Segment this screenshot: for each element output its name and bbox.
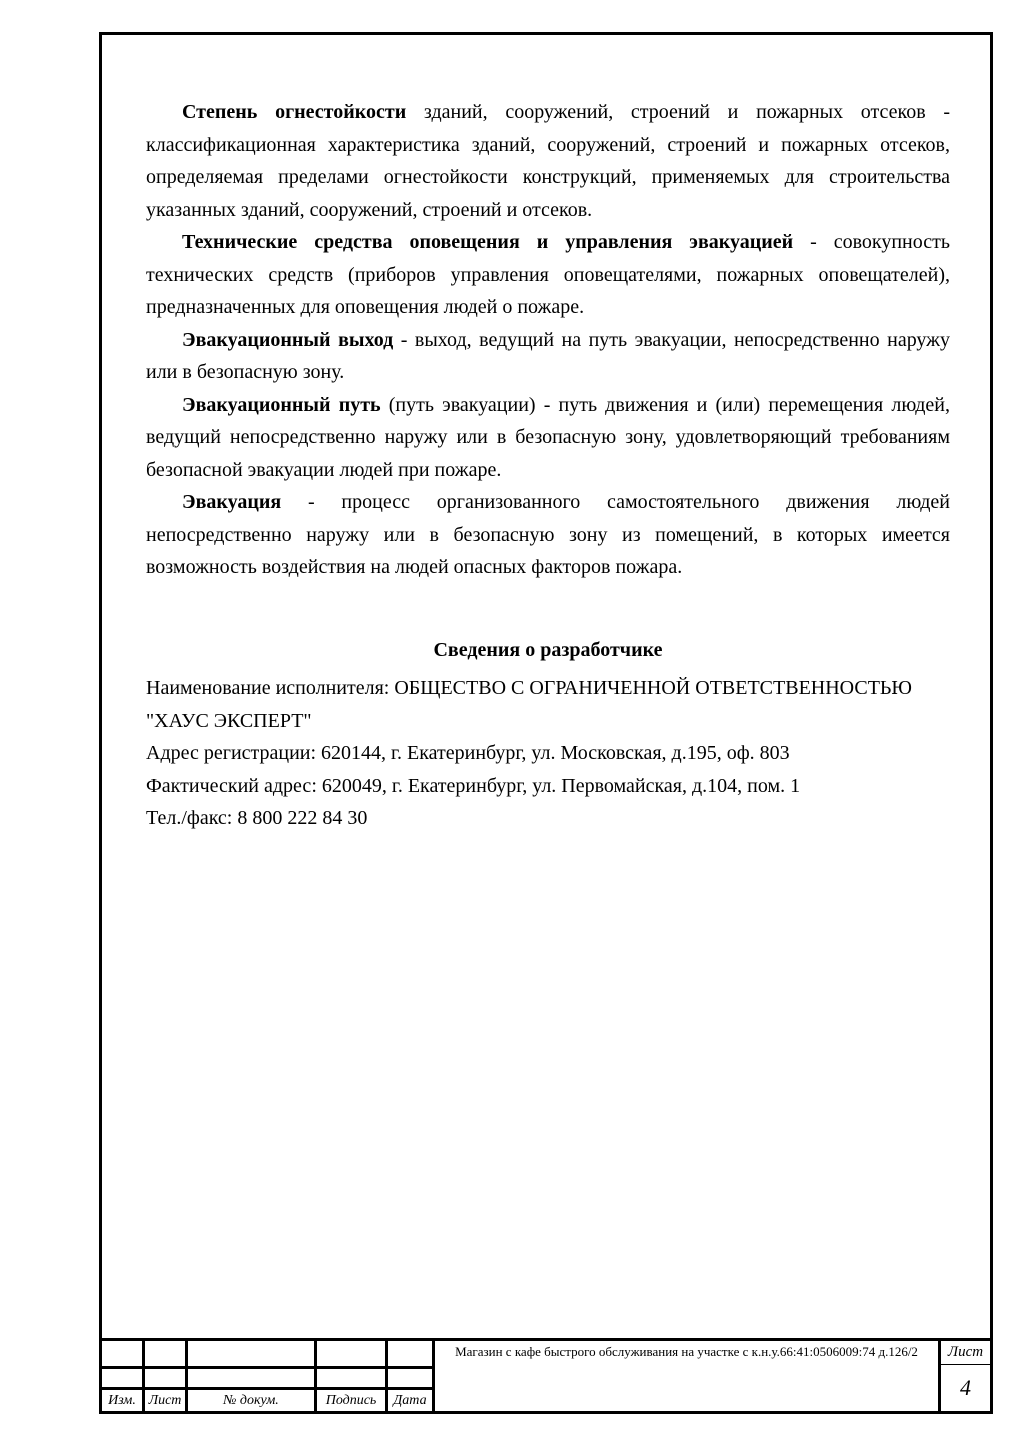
developer-info-line: Фактический адрес: 620049, г. Екатеринбург, ул. Первомайская, д.104, пом. 1	[146, 774, 801, 797]
section-heading: Сведения о разработчике	[433, 638, 663, 661]
stamp-row-labels	[102, 1390, 435, 1411]
stamp-cell	[145, 1341, 188, 1369]
stamp-cell	[102, 1341, 145, 1369]
term-evacuation-exit: Эвакуационный выход	[182, 328, 394, 351]
stamp-label-podpis: Подпись	[317, 1390, 388, 1411]
term-warning-means: Технические средства оповещения и управления эвакуацией	[182, 231, 794, 253]
stamp-cell	[188, 1341, 317, 1369]
stamp-cell	[388, 1341, 435, 1369]
developer-info-line: Наименование исполнителя: ОБЩЕСТВО С ОГРАНИЧЕННОЙ ОТВЕТСТВЕННОСТЬЮ "ХАУС ЭКСПЕРТ"	[146, 677, 912, 732]
page-border-frame	[99, 32, 993, 1414]
developer-info-line: Адрес регистрации: 620144, г. Екатеринбург, ул. Московская, д.195, оф. 803	[146, 742, 790, 764]
sheet-cell	[941, 1341, 990, 1411]
sheet-label: Лист	[941, 1341, 990, 1365]
definition-paragraph	[146, 324, 950, 389]
stamp-row-empty	[102, 1369, 435, 1390]
title-block-revision-grid	[102, 1341, 435, 1411]
doc-title: Магазин с кафе быстрого обслуживания на участке с к.н.у.66:41:0506009:74 д.126/2	[455, 1344, 918, 1359]
stamp-label-list: Лист	[145, 1390, 188, 1411]
body-text	[146, 96, 950, 835]
definition-text: (путь эвакуации) - путь движения и (или) перемещения людей, ведущий непосредственно наружу или в безопасную зону, удовлетворяющий требованиям безопасной эвакуации людей при пожаре.	[146, 393, 951, 481]
definition-paragraph	[146, 486, 950, 584]
definition-text: - совокупность технических средств (приборов управления оповещателями, пожарных оповещателей), предназначенных для оповещения людей о пожаре.	[146, 231, 950, 318]
stamp-cell	[317, 1341, 388, 1369]
definition-text: зданий, сооружений, строений и пожарных отсеков - классификационная характеристика зданий, сооружений, строений и пожарных отсеков, определяемая пределами огнестойкости конструкций, применяемых для строительства указанных зданий, сооружений, строений и отсеков.	[146, 101, 950, 221]
stamp-cell	[145, 1369, 188, 1390]
doc-title-cell	[435, 1341, 941, 1411]
term-evacuation-path: Эвакуационный путь	[182, 393, 381, 416]
definition-text: - выход, ведущий на путь эвакуации, непосредственно наружу или в безопасную зону.	[146, 328, 950, 383]
definition-paragraph	[146, 96, 950, 226]
definition-paragraph	[146, 226, 950, 324]
sheet-number: 4	[960, 1375, 971, 1400]
stamp-cell	[317, 1369, 388, 1390]
definition-paragraph	[146, 389, 950, 487]
stamp-label-izm: Изм.	[102, 1390, 145, 1411]
developer-info	[146, 672, 950, 835]
definition-text: - процесс организованного самостоятельного движения людей непосредственно наружу или в безопасную зону из помещений, в которых имеется возможность воздействия на людей опасных факторов пожара.	[146, 491, 950, 578]
term-fire-resistance-degree: Степень огнестойкости	[182, 101, 407, 123]
term-evacuation: Эвакуация	[182, 491, 282, 513]
stamp-cell	[188, 1369, 317, 1390]
title-block	[102, 1338, 990, 1411]
developer-info-line: Тел./факс: 8 800 222 84 30	[146, 807, 368, 829]
stamp-row-empty	[102, 1341, 435, 1369]
stamp-label-data: Дата	[388, 1390, 435, 1411]
stamp-cell	[388, 1369, 435, 1390]
stamp-label-docnum: № докум.	[188, 1390, 317, 1411]
stamp-cell	[102, 1369, 145, 1390]
